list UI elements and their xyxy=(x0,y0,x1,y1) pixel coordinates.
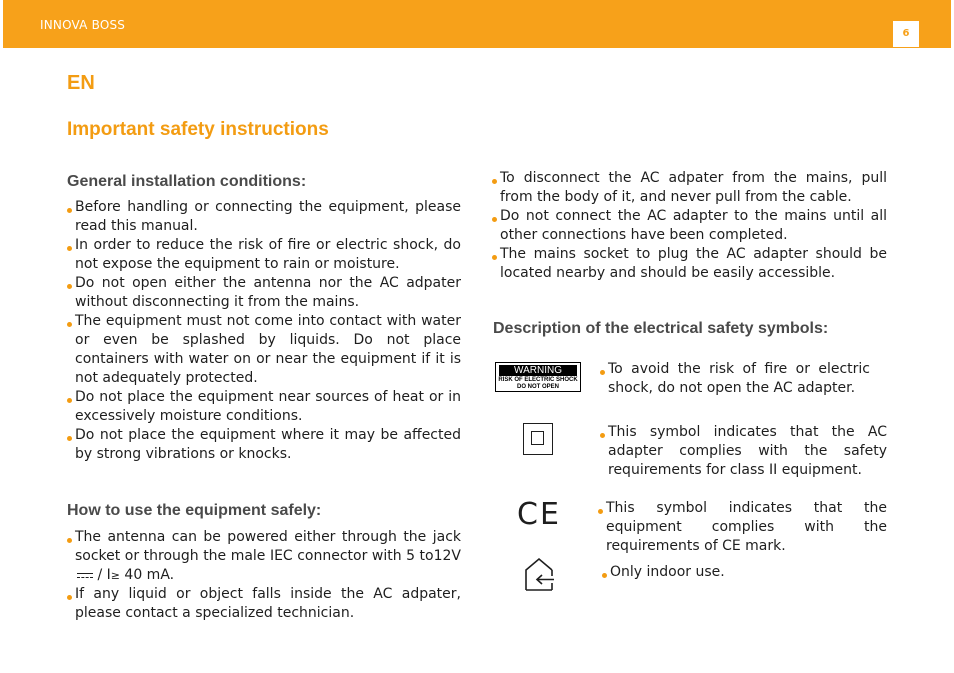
symbol-desc-warning: To avoid the risk of fire or electric shock, do not open the AC adapter. xyxy=(600,360,870,398)
bullet-icon xyxy=(600,370,605,375)
warning-label-icon xyxy=(495,362,581,392)
general-list xyxy=(67,198,461,464)
page-number: 6 xyxy=(893,21,919,47)
class2-double-square-icon xyxy=(523,423,553,455)
symbol-row-indoor xyxy=(495,556,887,596)
symbol-row-ce xyxy=(495,497,887,554)
warning-label-line1: RISK OF ELECTRIC SHOCK xyxy=(498,377,578,383)
list-item: If any liquid or object falls inside the AC adpater, please contact a specialized technician. xyxy=(67,585,461,623)
bullet-icon xyxy=(67,208,72,213)
list-item: Do not place the equipment near sources of heat or in excessively moisture conditions. xyxy=(67,388,461,426)
symbol-row-class2 xyxy=(495,423,887,483)
brand-name: INNOVA BOSS xyxy=(40,18,126,32)
dc-symbol-icon xyxy=(77,571,93,580)
indoor-use-house-icon xyxy=(523,556,555,592)
list-item: The antenna can be powered either through the jack socket or through the male IEC connector with 5 to12V / I≥ 40 mA. xyxy=(67,528,461,585)
bullet-icon xyxy=(600,433,605,438)
bullet-icon xyxy=(67,595,72,600)
usage-heading: How to use the equipment safely: xyxy=(67,502,322,519)
symbol-desc-indoor: Only indoor use. xyxy=(602,563,887,582)
list-item: The mains socket to plug the AC adapter should be located nearby and should be easily accessible. xyxy=(492,245,887,283)
bullet-icon xyxy=(492,179,497,184)
list-item: Do not place the equipment where it may be affected by strong vibrations or knocks. xyxy=(67,426,461,464)
symbol-desc-ce: This symbol indicates that the equipment complies with the requirements of CE mark. xyxy=(598,499,887,556)
symbol-row-warning xyxy=(495,360,887,400)
symbol-desc-class2: This symbol indicates that the AC adapter complies with the safety requirements for class II equipment. xyxy=(600,423,887,480)
language-code: EN xyxy=(67,72,95,94)
list-item: The equipment must not come into contact with water or even be splashed by liquids. Do not place containers with water on or near the equipment if it is not adequately protected. xyxy=(67,312,461,388)
list-item: To disconnect the AC adpater from the mains, pull from the body of it, and never pull from the cable. xyxy=(492,169,887,207)
bullet-icon xyxy=(67,284,72,289)
right-list xyxy=(492,169,887,283)
bullet-icon xyxy=(67,538,72,543)
general-heading: General installation conditions: xyxy=(67,173,307,190)
list-item: Do not connect the AC adapter to the mains until all other connections have been completed. xyxy=(492,207,887,245)
warning-label-title: WARNING xyxy=(499,365,577,376)
bullet-icon xyxy=(602,573,607,578)
bullet-icon xyxy=(598,509,603,514)
bullet-icon xyxy=(492,217,497,222)
ce-mark-icon: CE xyxy=(517,497,561,532)
list-item: Do not open either the antenna nor the AC adpater without disconnecting it from the mains. xyxy=(67,274,461,312)
warning-label-line2: DO NOT OPEN xyxy=(516,384,559,390)
bullet-icon xyxy=(67,436,72,441)
bullet-icon xyxy=(492,255,497,260)
bullet-icon xyxy=(67,322,72,327)
page-title: Important safety instructions xyxy=(67,119,329,140)
symbols-heading: Description of the electrical safety symbols: xyxy=(493,320,829,337)
header-bar xyxy=(3,0,951,48)
list-item: In order to reduce the risk of fire or electric shock, do not expose the equipment to rain or moisture. xyxy=(67,236,461,274)
bullet-icon xyxy=(67,246,72,251)
bullet-icon xyxy=(67,398,72,403)
usage-list xyxy=(67,528,461,623)
list-item: Before handling or connecting the equipment, please read this manual. xyxy=(67,198,461,236)
